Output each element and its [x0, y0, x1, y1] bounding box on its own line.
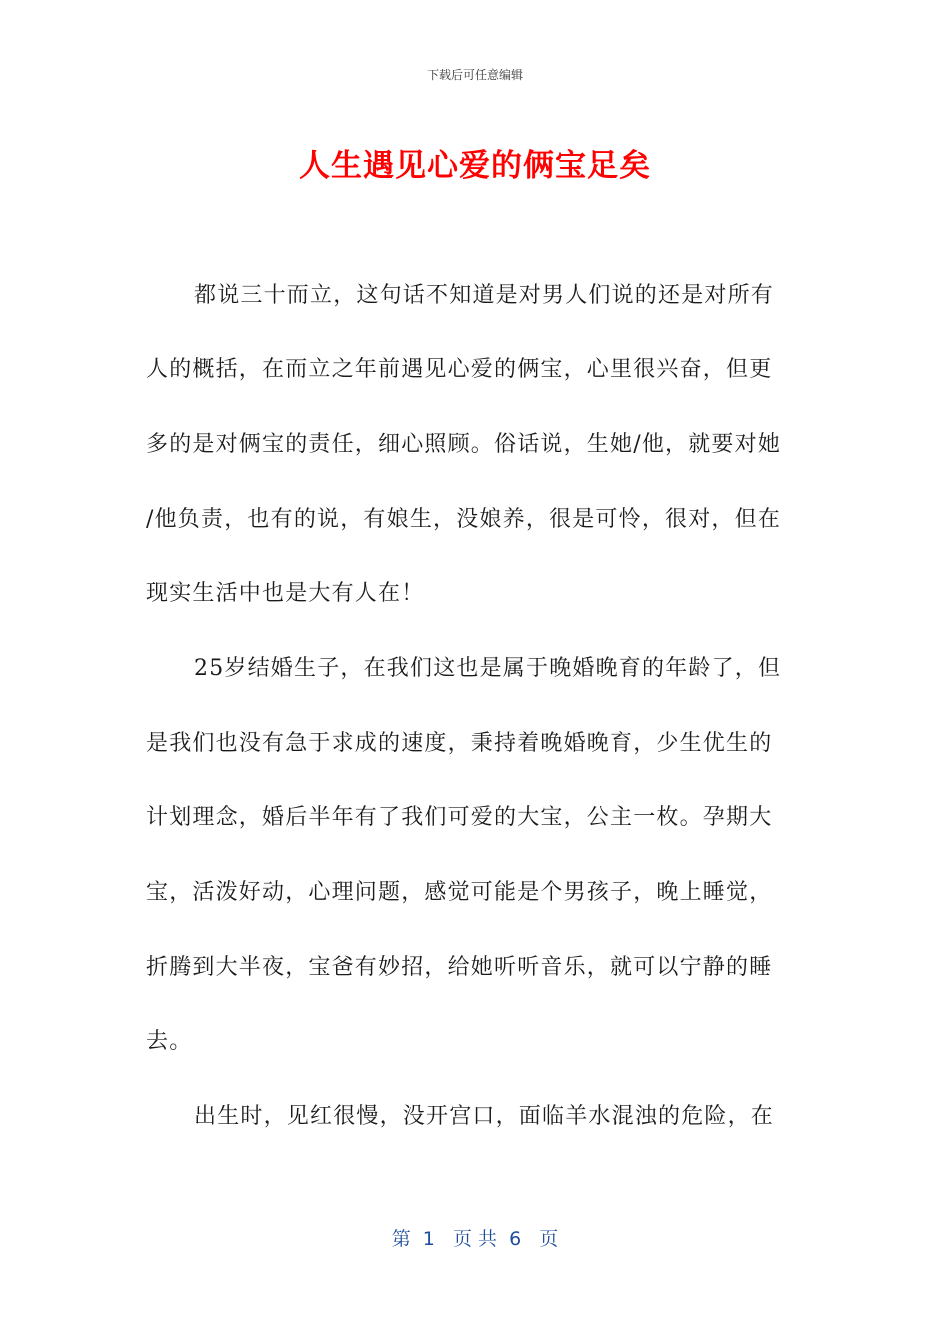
- paragraph-line: 都说三十而立，这句话不知道是对男人们说的还是对所有: [194, 283, 775, 308]
- paragraph-line: 是我们也没有急于求成的速度，秉持着晚婚晚育，少生优生的: [146, 731, 773, 756]
- paragraph-line: 出生时，见红很慢，没开宫口，面临羊水混浊的危险，在: [194, 1104, 775, 1129]
- document-title: 人生遇见心爱的俩宝足矣: [299, 148, 651, 184]
- paragraph-line: 去。: [146, 1029, 193, 1054]
- page-indicator: 第 1 页 共 6 页: [391, 1228, 559, 1250]
- paragraph-line: 多的是对俩宝的责任，细心照顾。俗话说，生她/他，就要对她: [146, 432, 782, 457]
- paragraph-line: 宝，活泼好动，心理问题，感觉可能是个男孩子，晚上睡觉，: [146, 880, 773, 905]
- paragraph-line: 现实生活中也是大有人在！: [146, 581, 425, 606]
- paragraph-line: 折腾到大半夜，宝爸有妙招，给她听听音乐，就可以宁静的睡: [146, 955, 773, 980]
- paragraph-line: 人的概括，在而立之年前遇见心爱的俩宝，心里很兴奋，但更: [146, 357, 773, 382]
- header-note: 下载后可任意编辑: [426, 68, 523, 82]
- paragraph-line: 25岁结婚生子，在我们这也是属于晚婚晚育的年龄了，但: [194, 656, 782, 681]
- paragraph-line: 计划理念，婚后半年有了我们可爱的大宝，公主一枚。孕期大: [146, 805, 773, 830]
- paragraph-line: /他负责，也有的说，有娘生，没娘养，很是可怜，很对，但在: [146, 507, 782, 532]
